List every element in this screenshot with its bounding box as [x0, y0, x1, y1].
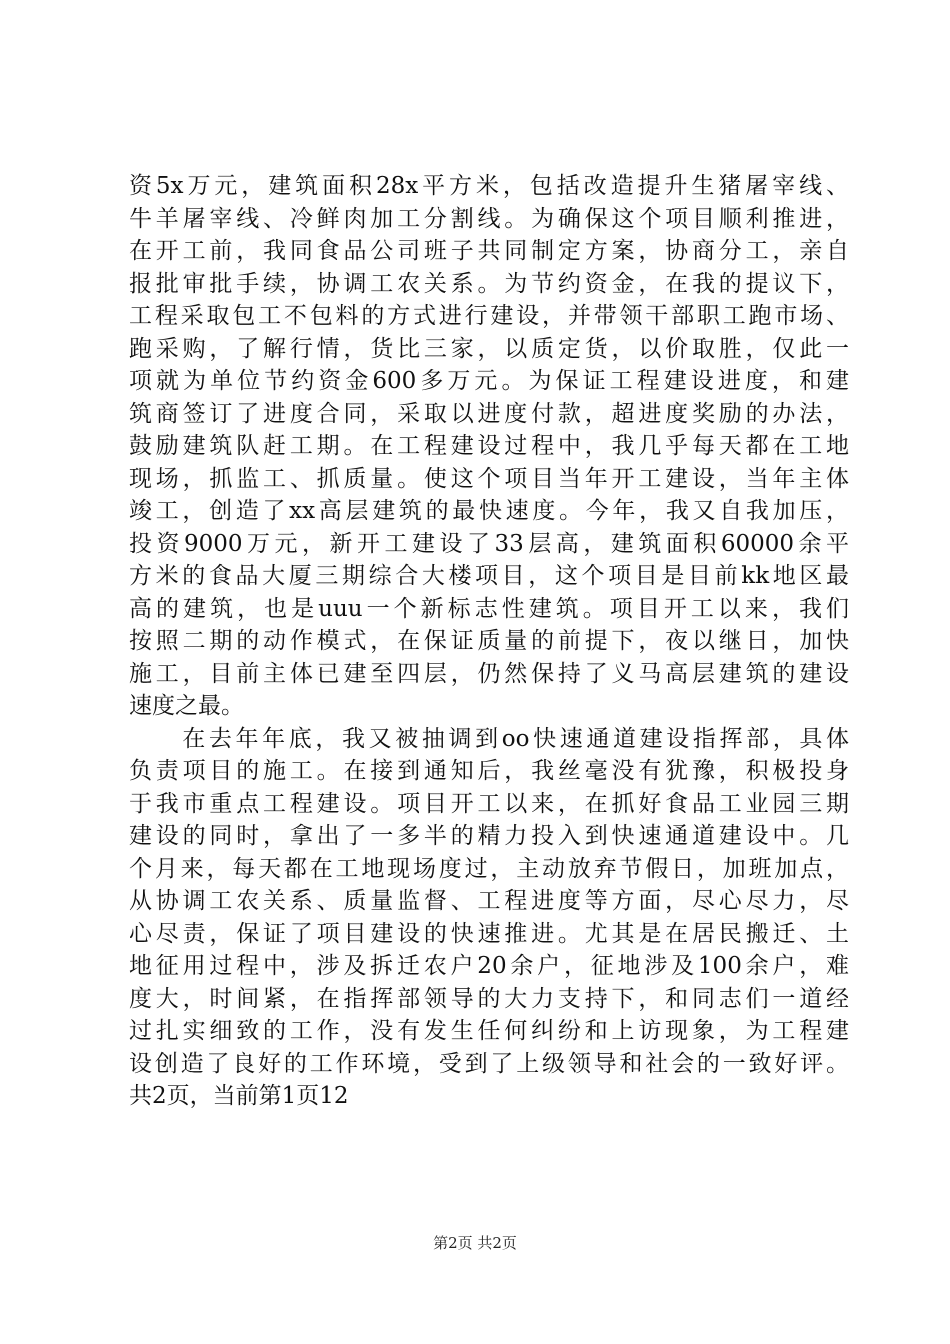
- text-line: 竣工，创造了xx高层建筑的最快速度。今年，我又自我加压，: [129, 498, 849, 524]
- text-line: 工程采取包工不包料的方式进行建设，并带领干部职工跑市场、: [129, 303, 849, 329]
- document-body: [129, 170, 849, 1113]
- text-line: 于我市重点工程建设。项目开工以来，在抓好食品工业园三期: [129, 790, 849, 817]
- text-line: 负责项目的施工。在接到通知后，我丝毫没有犹豫，积极投身: [129, 758, 849, 784]
- paragraph-2: [129, 723, 849, 1113]
- text-line: 从协调工农关系、质量监督、工程进度等方面，尽心尽力，尽: [129, 888, 849, 914]
- page-count-note: 共2页，当前第1页12: [129, 1083, 349, 1109]
- text-line: 在去年年底，我又被抽调到oo快速通道建设指挥部，具体: [129, 725, 849, 752]
- text-line: 方米的食品大厦三期综合大楼项目，这个项目是目前kk地区最: [129, 563, 849, 589]
- text-line: 在开工前，我同食品公司班子共同制定方案，协商分工，亲自: [129, 238, 849, 264]
- text-line: 度大，时间紧，在指挥部领导的大力支持下，和同志们一道经: [129, 985, 849, 1012]
- page-footer: [0, 1233, 950, 1253]
- text-line: 地征用过程中，涉及拆迁农户20余户，征地涉及100余户，难: [129, 953, 849, 979]
- text-line: 按照二期的动作模式，在保证质量的前提下，夜以继日，加快: [129, 628, 849, 654]
- text-line: 建设的同时，拿出了一多半的精力投入到快速通道建设中。几: [129, 823, 849, 849]
- page-number: 第2页 共2页: [433, 1234, 517, 1252]
- text-line: 现场，抓监工、抓质量。使这个项目当年开工建设，当年主体: [129, 465, 849, 492]
- text-line: 个月来，每天都在工地现场度过，主动放弃节假日，加班加点，: [129, 855, 849, 882]
- text-line: 项就为单位节约资金600多万元。为保证工程建设进度，和建: [129, 368, 849, 394]
- text-line: 鼓励建筑队赶工期。在工程建设过程中，我几乎每天都在工地: [129, 433, 849, 459]
- text-line: 跑采购，了解行情，货比三家，以质定货，以价取胜，仅此一: [129, 335, 849, 362]
- text-line: 牛羊屠宰线、冷鲜肉加工分割线。为确保这个项目顺利推进，: [129, 205, 849, 232]
- text-line: 筑商签订了进度合同，采取以进度付款，超进度奖励的办法，: [129, 400, 849, 427]
- text-line: 投资9000万元，新开工建设了33层高，建筑面积60000余平: [129, 530, 849, 557]
- text-line: 资5x万元，建筑面积28x平方米，包括改造提升生猪屠宰线、: [129, 173, 849, 199]
- text-line: 心尽责，保证了项目建设的快速推进。尤其是在居民搬迁、土: [129, 920, 849, 947]
- text-line: 速度之最。: [129, 693, 244, 719]
- text-line: 高的建筑，也是uuu一个新标志性建筑。项目开工以来，我们: [129, 595, 849, 622]
- text-line: 报批审批手续，协调工农关系。为节约资金，在我的提议下，: [129, 270, 849, 297]
- text-line: 施工，目前主体已建至四层，仍然保持了义马高层建筑的建设: [129, 660, 849, 687]
- paragraph-1: [129, 170, 849, 723]
- text-line: 过扎实细致的工作，没有发生任何纠纷和上访现象，为工程建: [129, 1018, 849, 1044]
- text-line: 设创造了良好的工作环境，受到了上级领导和社会的一致好评。: [129, 1050, 849, 1077]
